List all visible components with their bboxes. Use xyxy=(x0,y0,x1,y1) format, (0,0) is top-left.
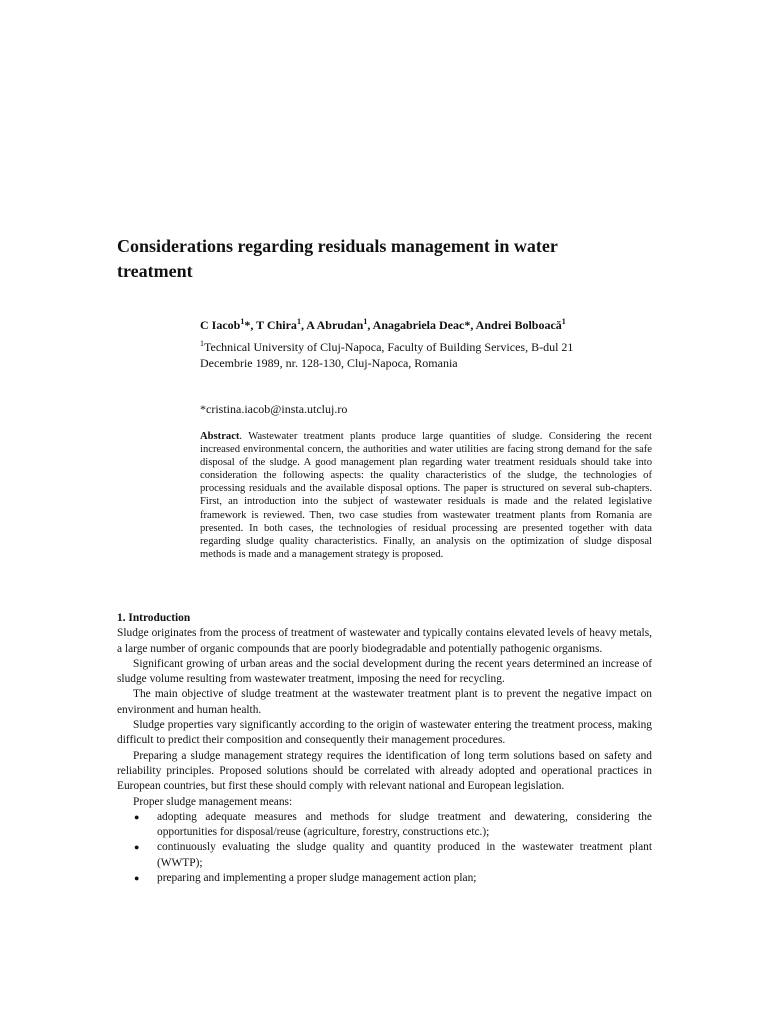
affiliation-sup: 1 xyxy=(200,339,204,348)
author-name: C Iacob xyxy=(200,318,241,332)
author-affil-sup: 1 xyxy=(296,317,301,326)
paper-title: Considerations regarding residuals management in water treatment xyxy=(117,236,558,281)
author-name: A Abrudan xyxy=(306,318,364,332)
corresponding-email[interactable]: *cristina.iacob@insta.utcluj.ro xyxy=(200,402,348,416)
author-name: T Chira xyxy=(256,318,297,332)
corresponding-mark: * xyxy=(464,318,471,332)
paragraph: Significant growing of urban areas and the social development during the recent years determined an increase of sludge volume resulting from wastewater treatment, imposing the need for recycling. xyxy=(117,657,652,686)
bullet-list xyxy=(117,810,652,886)
list-item-text: preparing and implementing a proper sludge management action plan; xyxy=(157,872,477,885)
list-item-text: continuously evaluating the sludge quality and quantity produced in the wastewater treatment plant (WWTP); xyxy=(157,841,652,869)
paragraph: Sludge properties vary significantly according to the origin of wastewater entering the treatment process, making difficult to predict their composition and consequently their management procedures. xyxy=(117,719,652,747)
affiliation-text: Technical University of Cluj-Napoca, Faculty of Building Services, B-dul 21 Decembrie 1989, nr. 128-130, Cluj-Napoca, Romania xyxy=(200,340,574,370)
abstract xyxy=(200,430,652,561)
section-introduction xyxy=(117,611,652,886)
corresponding-mark: * xyxy=(244,318,251,332)
abstract-label: Abstract xyxy=(200,431,240,442)
bullet-icon: ● xyxy=(134,873,140,884)
author-list: C Iacob$^1$*, T Chira$^1$, A Abrudan$^1$, Anagabriela Deac*, Andrei Bolboacă$^1$ xyxy=(200,317,566,332)
abstract-text: . Wastewater treatment plants produce large quantities of sludge. Considering the recent increased environmental concern, the authorities and water utilities are facing strong demand for the safe disposal of the sludge. A good management plan regarding water treatment residuals should take into consideration the following aspects: the quality characteristics of the sludge, the technologies of processing residuals and the available disposal options. The paper is structured on several sub-chapters. First, an introduction into the subject of wastewater residuals is made and the related legislative framework is reviewed. Then, two case studies from wastewater treatment plants from Romania are presented. In both cases, the technologies of residual processing are presented together with data regarding sludge quality characteristics. Finally, an analysis on the optimization of sludge disposal methods is made and a management strategy is proposed. xyxy=(200,431,652,560)
list-item-text: adopting adequate measures and methods for sludge treatment and dewatering, considering the opportunities for disposal/reuse (agriculture, forestry, constructions etc.); xyxy=(157,810,652,839)
bullet-icon: ● xyxy=(134,842,140,853)
author-name: Anagabriela Deac xyxy=(372,318,465,332)
affiliation xyxy=(200,339,620,371)
author-affil-sup: 1 xyxy=(363,317,368,326)
paragraph: Sludge originates from the process of treatment of wastewater and typically contains elevated levels of heavy metals, a large number of organic compounds that are poorly biodegradable and potentially pathogenic organisms. xyxy=(117,627,652,655)
list-item xyxy=(117,840,652,871)
author-affil-sup: 1 xyxy=(240,317,245,326)
list-item xyxy=(117,871,652,886)
paragraph: The main objective of sludge treatment at the wastewater treatment plant is to prevent the negative impact on environment and human health. xyxy=(117,688,652,716)
list-item xyxy=(117,810,652,841)
paragraph: Proper sludge management means: xyxy=(133,795,293,808)
bullet-icon: ● xyxy=(134,811,140,822)
section-heading: 1. Introduction xyxy=(117,612,191,624)
author-affil-sup: 1 xyxy=(561,317,566,326)
author-name: Andrei Bolboacă xyxy=(475,318,562,332)
paragraph: Preparing a sludge management strategy requires the identification of long term solutions based on safety and reliability principles. Proposed solutions should be correlated with already adopted and operational practices in European countries, but first these should comply with relevant national and European legislation. xyxy=(117,749,652,793)
